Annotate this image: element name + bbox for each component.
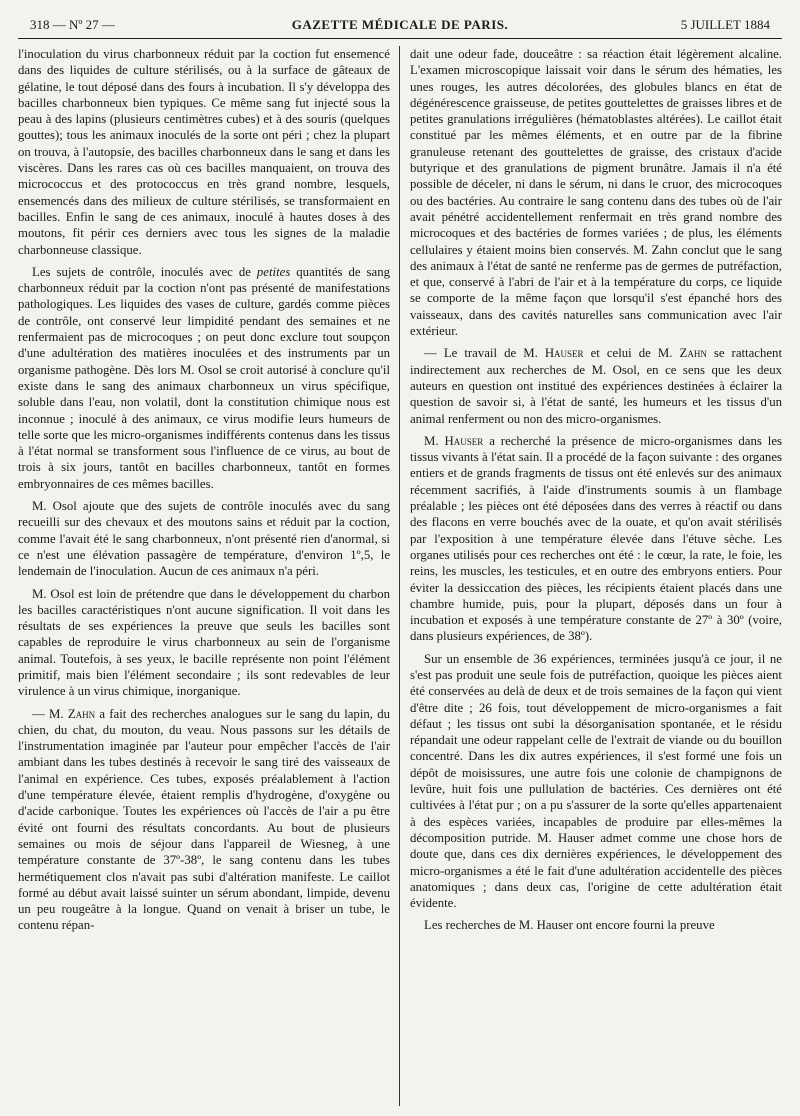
paragraph: — M. Zahn a fait des recherches analogues sur le sang du lapin, du chien, du chat, du mouton, du veau. Nous passons sur les détails de l'instrumentation imaginée par l'auteur pour empêcher l'accès de l'air ambiant dans les tubes destinés à recevoir le sang tiré des vaisseaux de l'animal en expérience. Ces tubes, exposés préalablement à l'action d'une température élevée, étaient remplis d'hydrogène, d'oxygène ou d'acide carbonique. Toutes les expériences où l'accès de l'air a pu être évité ont fourni des résultats concordants. Au bout de plusieurs semaines ou mois de séjour dans l'appareil de Wiesneg, à une température constante de 37º-38º, le sang contenu dans les tubes hermétiquement clos n'avait pas subi d'altération manifeste. Le caillot formé au début avait laissé suinter un sérum abondant, limpide, devenu un peu rougeâtre à la longue. Quand on venait à briser un tube, le contenu répan-: [18, 706, 390, 933]
paragraph: — Le travail de M. Hauser et celui de M. Zahn se rattachent indirectement aux recherches de M. Osol, en ce sens que les deux auteurs en question ont institué des expériences destinées à éclairer la question de savoir si, à l'état de santé, les humeurs et les tissus d'un animal renferment ou non des micro-organismes.: [410, 346, 782, 426]
paragraph: Les sujets de contrôle, inoculés avec de petites quantités de sang charbonneux réduit par la coction n'ont pas présenté de manifestations pathologiques. Les liquides des vases de culture, gardés comme pièces de contrôle, ont conservé leur limpidité pendant des semaines et ne renfermaient pas de microcoques ; on peut donc exclure tout soupçon d'une adultération des matières inoculées et des instruments par un organisme pathogène. Dès lors M. Osol se croit autorisé à conclure qu'il existe dans le sang des animaux charbonneux un virus spécifique, soluble dans l'eau, non volatil, dont la constitution chimique nous est inconnue ; inoculé à des animaux, ce virus modifie leurs humeurs de telle sorte que les micro-organismes indifférents contenus dans les tissus à l'état normal se transforment sous l'influence de ce virus, au bout de trois à six jours, tantôt en bacilles charbonneux, tantôt en formes embryonnaires de ces mêmes bacilles.: [18, 264, 390, 491]
paragraph: dait une odeur fade, douceâtre : sa réaction était légèrement alcaline. L'examen microscopique laissait voir dans le sérum des hématies, les unes rouges, les autres décolorées, des globules blancs en état de dégénérescence graisseuse, de petites gouttelettes de graisses libres et de petites granulations irrégulières (hématoblastes altérées). Le caillot était constitué par les mêmes éléments, et en outre par de la fibrine granuleuse retenant des gouttelettes de graisse, des cristaux d'acide butyrique et des granulations de pigment brunâtre. Jamais il n'a été possible de déceler, ni dans le sérum, ni dans le cruor, des microcoques ou des bactéries. Au contraire le sang contenu dans des tubes où de l'air avait pénétré accidentellement renfermait en très grand nombre des microcoques et des bactéries de formes variées ; de plus, les éléments cellulaires y étaient moins bien conservés. M. Zahn conclut que le sang des animaux à l'état de santé ne renferme pas de germes de putréfaction, et que, conservé à l'abri de l'air et à la température du corps, ce liquide se comporte de la même façon que lorsqu'il s'est épanché hors des vaisseaux, dans des cavités naturelles sans communication avec l'air extérieur.: [410, 47, 782, 339]
running-header: [30, 14, 770, 36]
issue-date: 5 JUILLET 1884: [680, 17, 770, 32]
paragraph: M. Osol est loin de prétendre que dans le développement du charbon les bacilles caractéristiques n'ont aucune signification. Il voit dans les résultats de ses expériences la preuve que seuls les bacilles sont capables de reproduire le virus charbonneux au sein de l'organisme animal. Toutefois, à ses yeux, le bacille représente non point l'élément primitif, mais bien l'élément secondaire ; ils sont redevables de leur virulence à un virus chimique, inorganique.: [18, 586, 390, 699]
left-column: [18, 46, 390, 934]
paragraph: M. Hauser a recherché la présence de micro-organismes dans les tissus vivants à l'état sain. Il a procédé de la façon suivante : des organes entiers et de grands fragments de tissus ont été enlevés sur des animaux récemment sacrifiés, à l'aide d'instruments soumis à un flambage préalable ; les pièces ont été déposées dans des verres à réactif ou dans des flacons en verre bouchés avec de la ouate, et qu'on avait stérilisés par l'exposition à une température élevée dans l'étuve sèche. Les organes utilisés pour ces recherches ont été : le cœur, la rate, le foie, les reins, les muscles, les testicules, et en outre des embryons entiers. Pour éviter la dessiccation des pièces, les récipients étaient placés dans une chambre humide, puis, pour la plupart, déposés dans un four à incubation et exposés à une température constante de 27º à 30º (voire, dans plusieurs expériences, de 38º).: [410, 433, 783, 644]
page-number: 318 — Nº 27 —: [30, 17, 115, 32]
column-divider: [399, 46, 400, 1106]
journal-title: GAZETTE MÉDICALE DE PARIS.: [291, 17, 509, 32]
paragraph: Les recherches de M. Hauser ont encore fourni la preuve: [424, 918, 715, 933]
header-rule: [18, 38, 782, 39]
paragraph: Sur un ensemble de 36 expériences, terminées jusqu'à ce jour, il ne s'est pas produit une seule fois de putréfaction, quoique les pièces aient été conservées au delà de deux et de trois semaines de la façon qui vient d'être dite ; 26 fois, tout développement de micro-organismes a fait défaut ; les tissus ont subi la désorganisation spontanée, et le résidu répandait une odeur rappelant celle de l'extrait de viande ou du bouillon concentré. Dans les dix autres expériences, il s'est formé une fois un dépôt de moisissures, une autre fois une colonie de champignons de levûre, huit fois une pullulation de bactéries. Ces dernières ont été cultivées à l'état pur ; on a pu s'assurer de la sorte qu'elles appartenaient à des espèces variées, incapables de produire par elles-mêmes la décomposition putride. M. Hauser admet comme une chose hors de doute que, dans ces dix dernières expériences, le développement des micro-organismes a été le fait d'une adultération accidentelle des pièces anatomiques ; dans deux cas, l'origine de cette adultération était évidente.: [410, 651, 782, 911]
paragraph: M. Osol ajoute que des sujets de contrôle inoculés avec du sang recueilli sur des chevaux et des moutons sains et réduit par la coction, comme l'avait été le sang charbonneux, n'ont présenté rien d'anormal, si ce n'est une élévation passagère de température, d'environ 1º,5, le lendemain de l'inoculation. Aucun de ces animaux n'a péri.: [18, 499, 390, 579]
right-column: [410, 46, 782, 934]
paragraph: l'inoculation du virus charbonneux réduit par la coction fut ensemencé dans des liquides de culture stérilisés, ou à la surface de gâteaux de gélatine, le tout déposé dans des fours à incubation. Il s'y développa des bacilles charbonneux bien typiques. Ce même sang fut injecté sous la peau à des lapins (plusieurs centimètres cubes) et à des souris (quelques gouttes); tous les animaux inoculés de la sorte ont péri ; chez la plupart on trouva, à l'autopsie, des bacilles charbonneux dans le sang et dans les viscères. Dans les rares cas où ces bacilles manquaient, on trouva des micrococcus et des protococcus en très grand nombre, lesquels, ensemencés dans des milieux de culture stérilisés, se transformaient en bacilles. Enfin le sang de ces animaux, inoculé à hautes doses à des moutons, fit périr ces derniers avec tous les signes de la maladie charbonneuse classique.: [18, 47, 390, 257]
